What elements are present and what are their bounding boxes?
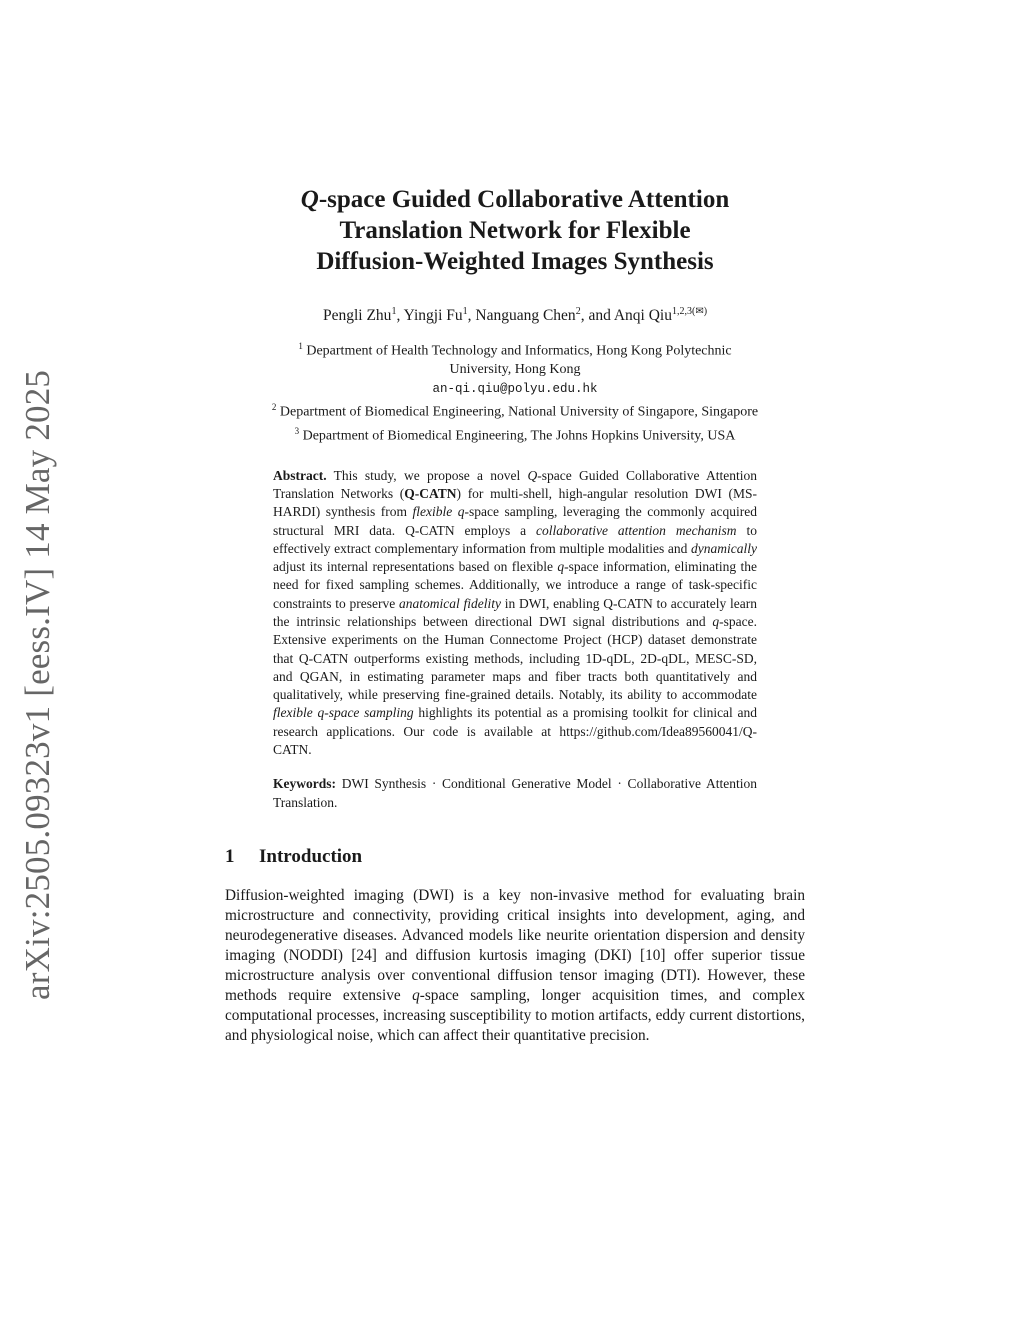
author-2: Yingji Fu [403,307,463,325]
abstract-italic-3: collaborative attention mechanism [536,522,737,538]
author-list: Pengli Zhu$^1$, Yingji Fu$^1$, Nanguang Chen$^2$, and Anqi Qiu$^{1,2,3(✉)}$ [322,306,708,325]
abstract-text-5: to effectively extract complementary information from multiple modalities and [273,522,757,556]
affiliation-2 [225,398,805,422]
affiliation-3 [225,422,805,446]
affiliation-1-line2: University, Hong Kong [449,362,581,378]
intro-text-1: Diffusion-weighted imaging (DWI) is a key non-invasive method for evaluating brain microstructure and connectivity, providing critical insights into development, aging, and neurodegenerative diseases. Advanced models like neurite orientation dispersion and density imaging (NODDI) [24] and diffusion kurtosis imaging (DKI) [10] offer superior tissue microstructure analysis over conventional diffusion tensor imaging (DTI). However, these methods require extensive [225,886,805,1004]
abstract-text-2: -space Guided Collaborative Attention Translation Networks ( [273,467,757,501]
abstract-italic-5: q [557,559,565,575]
abstract-italic-6: anatomical fidelity [398,595,501,611]
affiliation-3-text: Department of Biomedical Engineering, The Johns Hopkins University, USA [302,429,736,445]
intro-italic-q: q [412,986,420,1004]
author-3: Nanguang Chen [475,307,576,325]
affiliation-2-sup: 2 [271,402,277,413]
abstract-text-1: This study, we propose a novel [333,467,528,483]
affiliation-3-sup: 3 [294,426,300,437]
abstract-italic-7: q [712,614,720,629]
abstract-text-3: ) for multi-shell, high-angular resolution DWI (MS-HARDI) synthesis from [273,485,757,520]
title-q: Q [300,186,319,213]
keywords-label: Keywords: [273,776,336,792]
abstract-italic-2: flexible q [412,504,465,520]
introduction-paragraph [225,886,805,1046]
arxiv-stamp: arXiv:2505.09323v1 [eess.IV] 14 May 2025 [18,369,57,1000]
keywords-text: DWI Synthesis · Conditional Generative Model · Collaborative Attention Translation. [273,776,757,810]
abstract-text-10: highlights its potential as a promising toolkit for clinical and research applications. Our code is available at https://github.com/Idea89560041/Q-CATN. [273,705,758,758]
affiliation-2-text: Department of Biomedical Engineering, National University of Singapore, Singapore [279,404,759,420]
affiliations [225,337,805,446]
abstract-italic-4: dynamically [691,540,757,556]
abstract [273,467,757,760]
abstract-italic-1: Q [527,467,538,483]
abstract-text-7: -space information, eliminating the need for fixed sampling schemes. Additionally, we introduce a range of task-specific constraints to preserve [273,559,757,611]
author-1-sup: 1 [391,306,397,317]
abstract-text-6: adjust its internal representations based on flexible [273,559,558,575]
title-line3: Diffusion-Weighted Images Synthesis [316,248,714,275]
author-3-sup: 2 [575,306,581,317]
intro-text-2: -space sampling, longer acquisition times, and complex computational processes, increasing susceptibility to motion artifacts, eddy current distortions, and physiological noise, which can affect their quantitative precision. [225,986,805,1044]
keywords [273,775,757,812]
author-conjunction: and [588,307,611,325]
author-1: Pengli Zhu [322,307,392,325]
abstract-text-9: -space. Extensive experiments on the Human Connectome Project (HCP) dataset demonstrate that Q-CATN outperforms existing methods, including 1D-qDL, 2D-qDL, MESC-SD, and QGAN, in estimating parameter maps and fiber tracts both quantitatively and qualitatively, while preserving fine-grained details. Notably, its ability to accommodate [273,614,757,703]
abstract-label: Abstract. [273,467,327,483]
abstract-text-4: -space sampling, leveraging the commonly acquired structural MRI data. Q-CATN employs a [273,504,758,538]
affiliation-1-sup: 1 [298,341,303,352]
title-line1: -space Guided Collaborative Attention [318,186,730,213]
affiliation-1 [225,337,805,361]
abstract-text-8: in DWI, enabling Q-CATN to accurately learn the intrinsic relationships between directional DWI signal distributions and [273,595,757,629]
abstract-bold-qcatn: Q-CATN [404,485,457,501]
author-2-sup: 1 [462,306,468,317]
abstract-italic-8: flexible q-space sampling [273,705,414,721]
section-title: Introduction [259,845,363,867]
section-number: 1 [225,845,235,867]
title-line2: Translation Network for Flexible [339,217,691,244]
section-heading-introduction [225,846,805,868]
paper-page [225,184,805,1046]
corresponding-email[interactable]: an-qi.qiu@polyu.edu.hk [432,381,598,396]
author-4-sup: 1,2,3(✉) [671,306,708,317]
paper-title [225,184,805,277]
affiliation-1-line1: Department of Health Technology and Informatics, Hong Kong Polytechnic [306,343,732,359]
author-4: Anqi Qiu [613,307,672,325]
